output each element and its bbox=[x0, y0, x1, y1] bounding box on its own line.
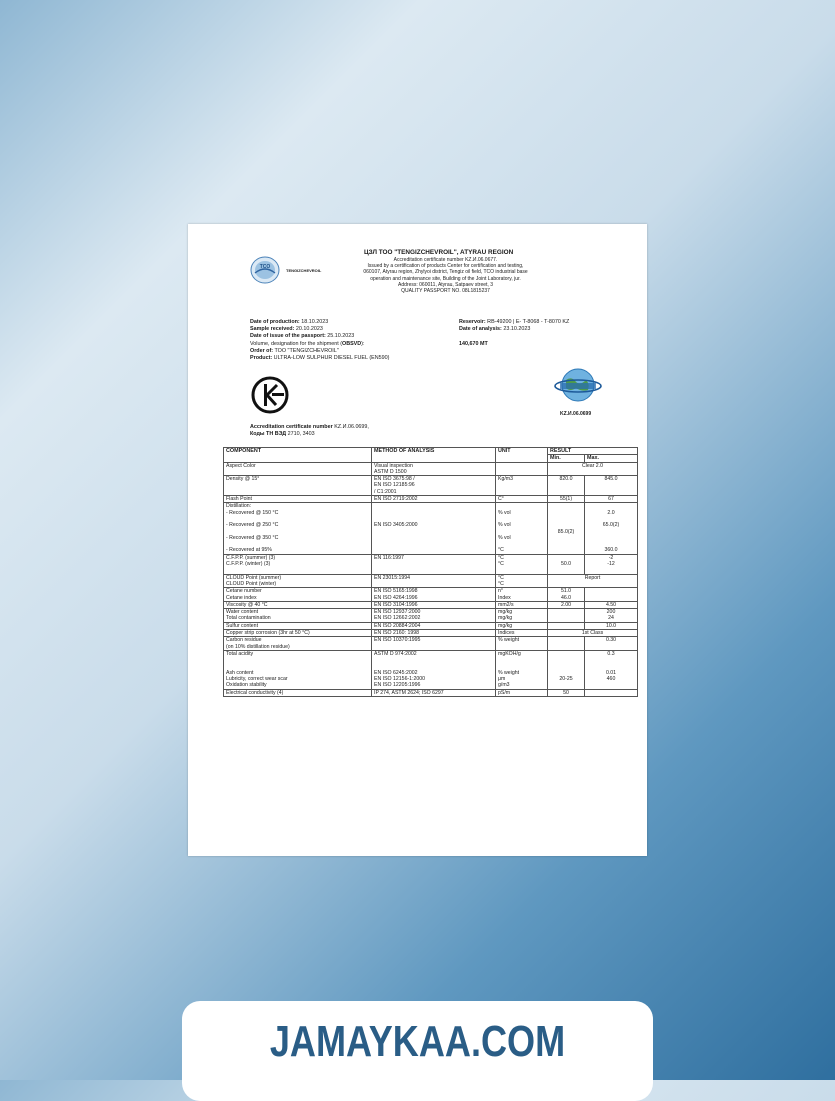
min-line bbox=[550, 623, 582, 629]
unit-line: % vol bbox=[498, 522, 511, 529]
cell-min bbox=[548, 476, 585, 496]
cell-component bbox=[224, 476, 372, 496]
cell-component bbox=[224, 503, 372, 554]
cell-unit bbox=[496, 650, 548, 689]
min-line bbox=[550, 644, 582, 650]
cell-unit bbox=[496, 503, 548, 554]
component-line: Density @ 15° bbox=[226, 476, 260, 483]
method-line: EN ISO 2160: 1998 bbox=[374, 630, 419, 637]
cell-method bbox=[372, 650, 496, 689]
method-line: ASTM D 1500 bbox=[374, 468, 407, 475]
max-line: -12 bbox=[607, 561, 615, 568]
min-line: 46.0 bbox=[560, 594, 572, 601]
left-info-block bbox=[250, 319, 389, 362]
cell-unit bbox=[496, 601, 548, 608]
cell-component bbox=[224, 588, 372, 602]
header-component: COMPONENT bbox=[224, 448, 372, 463]
method-line: EN ISO 3405:2000 bbox=[374, 522, 418, 529]
cell-unit bbox=[496, 622, 548, 629]
min-line: 50.0 bbox=[560, 561, 572, 568]
cell-method bbox=[372, 609, 496, 623]
component-line: Ash content bbox=[226, 669, 254, 676]
method-line bbox=[374, 581, 493, 587]
table-row bbox=[224, 637, 638, 651]
unit-line bbox=[498, 567, 545, 573]
max-line bbox=[587, 567, 635, 573]
method-line: EN 116:1997 bbox=[374, 554, 404, 561]
sample-label: Sample received: bbox=[250, 326, 295, 333]
cell-min bbox=[548, 601, 585, 608]
analysis-label: Date of analysis: bbox=[459, 326, 502, 333]
cell-max bbox=[585, 637, 638, 651]
unit-line: % weight bbox=[498, 669, 520, 676]
unit-line: n° bbox=[498, 588, 503, 595]
cell-method bbox=[372, 574, 496, 588]
cell-method bbox=[372, 462, 496, 476]
codes-label: Коды ТН ВЭД bbox=[250, 431, 287, 437]
method-line: IP 274, ASTM 2624; ISO 6297 bbox=[374, 689, 444, 696]
min-line: 51.0 bbox=[560, 588, 572, 595]
header-result: RESULT bbox=[548, 448, 638, 455]
unit-line: °C bbox=[498, 580, 504, 587]
unit-line: C° bbox=[498, 496, 504, 503]
product-label: Product: bbox=[250, 355, 273, 362]
header-method: METHOD OF ANALYSIS bbox=[372, 448, 496, 463]
min-line: 85.0(2) bbox=[557, 528, 575, 535]
method-line: EN ISO 12662:2002 bbox=[374, 615, 421, 622]
results-body bbox=[224, 462, 638, 696]
cell-max bbox=[585, 609, 638, 623]
cell-component bbox=[224, 462, 372, 476]
cell-max bbox=[585, 554, 638, 574]
component-line: Total acidity bbox=[226, 650, 254, 657]
unit-line bbox=[498, 463, 545, 469]
unit-line: mgKOH/g bbox=[498, 650, 521, 657]
method-line: EN ISO 12937:2000 bbox=[374, 609, 421, 616]
header-unit: UNIT bbox=[496, 448, 548, 463]
header-min: Min. bbox=[548, 455, 585, 462]
cell-unit bbox=[496, 476, 548, 496]
globe-code: KZ.И.06.0699 bbox=[560, 411, 592, 417]
max-line: 24 bbox=[608, 615, 614, 622]
codes-value: 2710, 3403 bbox=[287, 431, 315, 437]
header-lines bbox=[318, 257, 573, 294]
component-line: Flash Point bbox=[226, 496, 252, 503]
order-label: Order of: bbox=[250, 347, 274, 354]
method-line: EN 23015:1994 bbox=[374, 574, 411, 581]
cell-min bbox=[548, 503, 585, 554]
min-line: 20-25 bbox=[559, 676, 573, 683]
method-line: / C1:2001 bbox=[374, 488, 397, 495]
site-watermark-text: JAMAYKAA.COM bbox=[269, 1017, 566, 1066]
header-line: Address: 060011, Atyrau, Satpaev street, 3 bbox=[398, 281, 493, 288]
component-line: CLOUD Point (summer) bbox=[226, 574, 282, 581]
table-row bbox=[224, 503, 638, 554]
cell-min bbox=[548, 650, 585, 689]
min-line: 2.00 bbox=[560, 601, 572, 608]
max-line bbox=[587, 595, 635, 601]
quality-passport-document bbox=[188, 224, 647, 856]
component-line: - Recovered @ 150 °C bbox=[226, 509, 279, 516]
unit-line: % vol bbox=[498, 534, 511, 541]
cell-method bbox=[372, 554, 496, 574]
max-line: 67 bbox=[608, 496, 614, 503]
max-line: 200 bbox=[606, 609, 616, 616]
table-row bbox=[224, 630, 638, 637]
method-line: EN ISO 2719:2002 bbox=[374, 496, 418, 503]
cell-component bbox=[224, 650, 372, 689]
max-line: 360.0 bbox=[604, 547, 618, 554]
cell-component bbox=[224, 609, 372, 623]
analysis-date: 23.10.2023 bbox=[503, 326, 531, 333]
min-line bbox=[550, 567, 582, 573]
cell-unit bbox=[496, 588, 548, 602]
component-line: Electrical conductivity (4) bbox=[226, 689, 284, 696]
component-line: Copper strip corrosion (3hr at 50 °C) bbox=[226, 630, 310, 637]
cell-component bbox=[224, 554, 372, 574]
component-line: C.F.P.P. (summer) (3) bbox=[226, 554, 276, 561]
method-line: EN ISO 20884:2004 bbox=[374, 622, 421, 629]
component-line: Water content bbox=[226, 609, 259, 616]
max-line: 10.0 bbox=[605, 622, 617, 629]
component-line: Distillation: bbox=[226, 503, 252, 510]
table-row bbox=[224, 588, 638, 602]
kt-certification-mark-icon bbox=[250, 374, 290, 416]
table-row bbox=[224, 462, 638, 476]
component-line: Aspect Color bbox=[226, 462, 256, 469]
component-line: Oxidation stability bbox=[226, 682, 267, 689]
cell-method bbox=[372, 689, 496, 696]
table-row bbox=[224, 476, 638, 496]
method-line: EN ISO 6245:2002 bbox=[374, 669, 418, 676]
cell-max bbox=[585, 588, 638, 602]
unit-line: °C bbox=[498, 554, 504, 561]
unit-line: °C bbox=[498, 574, 504, 581]
component-line: Cetane index bbox=[226, 594, 257, 601]
globe-accreditation-icon bbox=[554, 366, 602, 404]
cell-max bbox=[585, 622, 638, 629]
component-line: (on 10% distillation residue) bbox=[226, 643, 290, 650]
unit-line: Indices bbox=[498, 630, 515, 637]
cell-merged-result bbox=[548, 574, 638, 588]
component-line: Carbon residue bbox=[226, 637, 262, 644]
header-line: 060107, Atyrau region, Zhylyoi district, Tengiz oil field, TCO industrial base bbox=[363, 269, 528, 276]
unit-line: g/m3 bbox=[498, 682, 510, 689]
unit-line: Index bbox=[498, 594, 511, 601]
cell-method bbox=[372, 476, 496, 496]
cell-unit bbox=[496, 554, 548, 574]
max-line: 0.3 bbox=[607, 650, 615, 657]
max-line: 0.01 bbox=[605, 669, 617, 676]
table-row bbox=[224, 622, 638, 629]
cell-max bbox=[585, 496, 638, 503]
method-line: EN ISO 12156-1:2000 bbox=[374, 676, 426, 683]
cell-method bbox=[372, 630, 496, 637]
cell-unit bbox=[496, 496, 548, 503]
method-line: EN ISO 10370:1995 bbox=[374, 637, 421, 644]
table-row bbox=[224, 601, 638, 608]
min-line: 820.0 bbox=[559, 476, 573, 483]
unit-line: % vol bbox=[498, 509, 511, 516]
component-line: - Recovered @ 350 °C bbox=[226, 534, 279, 541]
max-line bbox=[587, 644, 635, 650]
component-line: CLOUD Point (winter) bbox=[226, 580, 277, 587]
cell-min bbox=[548, 554, 585, 574]
accreditation-block bbox=[250, 424, 369, 438]
component-line: Cetane number bbox=[226, 588, 262, 595]
accreditation-value: KZ.И.06.0699, bbox=[334, 424, 369, 430]
max-line: 2.0 bbox=[607, 509, 615, 516]
component-line: Lubricity, correct wear scar bbox=[226, 676, 288, 683]
min-line bbox=[550, 547, 582, 553]
results-table bbox=[223, 447, 638, 697]
document-title: ЦЗЛ ТОО "TENGIZCHEVROIL", ATYRAU REGION bbox=[364, 249, 514, 256]
method-line bbox=[374, 547, 493, 553]
cell-component bbox=[224, 630, 372, 637]
unit-line: pS/m bbox=[498, 689, 511, 696]
cell-component bbox=[224, 689, 372, 696]
merged-result: 1st Class bbox=[581, 630, 604, 637]
svg-text:TCO: TCO bbox=[259, 264, 271, 270]
tco-logo-text: TENGIZCHEVROIL bbox=[286, 268, 322, 273]
header-line: operation and maintenance site, Building of the Joint Laboratory, jur. bbox=[370, 275, 521, 282]
method-line bbox=[374, 567, 493, 573]
cell-max bbox=[585, 476, 638, 496]
component-line bbox=[226, 567, 369, 573]
production-label: Date of production: bbox=[250, 319, 300, 325]
reservoir-label: Reservoir: bbox=[459, 319, 486, 325]
cell-max bbox=[585, 689, 638, 696]
cell-merged-result bbox=[548, 462, 638, 476]
min-line: 50 bbox=[563, 689, 569, 696]
sample-date: 20.10.2023 bbox=[295, 326, 323, 333]
cell-min bbox=[548, 609, 585, 623]
header-line: Issued by a certification of products Center for certification and testing, bbox=[367, 263, 524, 270]
header-line: Accreditation certificate number KZ.И.06.0677. bbox=[393, 257, 498, 263]
max-line bbox=[587, 682, 635, 688]
cell-method bbox=[372, 601, 496, 608]
header-max: Max. bbox=[585, 455, 638, 462]
volume-bold: OBSVD bbox=[342, 340, 362, 347]
unit-line: μm bbox=[498, 676, 506, 683]
table-row bbox=[224, 496, 638, 503]
table-row bbox=[224, 650, 638, 689]
tco-logo-icon bbox=[250, 256, 280, 284]
unit-line: mm2/s bbox=[498, 601, 514, 608]
max-line: 65.0(2) bbox=[602, 522, 620, 529]
table-row bbox=[224, 574, 638, 588]
merged-result: Clear 2.0 bbox=[581, 462, 604, 469]
method-line: ASTM D 974:2002 bbox=[374, 650, 417, 657]
table-row bbox=[224, 609, 638, 623]
product-value: ULTRA-LOW SULPHUR DIESEL FUEL (EN590) bbox=[273, 355, 390, 362]
method-line: EN ISO 12185:96 bbox=[374, 482, 415, 489]
max-line: 845.0 bbox=[604, 476, 618, 483]
cell-component bbox=[224, 622, 372, 629]
component-line: - Recovered @ 250 °C bbox=[226, 522, 279, 529]
unit-line: mg/kg bbox=[498, 615, 513, 622]
accreditation-label: Accreditation certificate number bbox=[250, 424, 333, 430]
min-line: 55(1) bbox=[559, 496, 573, 503]
volume-end: ): bbox=[361, 340, 365, 347]
method-line: Visual inspection bbox=[374, 462, 413, 469]
cell-min bbox=[548, 496, 585, 503]
component-line: - Recovered at 95% bbox=[226, 547, 272, 554]
min-line bbox=[550, 682, 582, 688]
cell-max bbox=[585, 503, 638, 554]
unit-line: % weight bbox=[498, 637, 520, 644]
component-line: Total contamination bbox=[226, 615, 271, 622]
cell-merged-result bbox=[548, 630, 638, 637]
cell-component bbox=[224, 637, 372, 651]
cell-component bbox=[224, 496, 372, 503]
method-line: EN ISO 12205:1996 bbox=[374, 682, 421, 689]
method-line: EN ISO 5165:1998 bbox=[374, 588, 418, 595]
cell-max bbox=[585, 650, 638, 689]
method-line: EN ISO 4264:1996 bbox=[374, 594, 418, 601]
cell-method bbox=[372, 496, 496, 503]
cell-unit bbox=[496, 609, 548, 623]
cell-max bbox=[585, 601, 638, 608]
unit-line: °C bbox=[498, 561, 504, 568]
cell-component bbox=[224, 601, 372, 608]
unit-line bbox=[498, 644, 545, 650]
component-line: C.F.P.P. (winter) (3) bbox=[226, 561, 271, 568]
issue-date: 25.10.2023 bbox=[327, 333, 355, 340]
cell-unit bbox=[496, 689, 548, 696]
watermark-banner bbox=[182, 1001, 653, 1101]
cell-min bbox=[548, 622, 585, 629]
method-line: EN ISO 3104:1996 bbox=[374, 601, 418, 608]
cell-method bbox=[372, 588, 496, 602]
method-line: EN ISO 3675:98 / bbox=[374, 476, 415, 483]
cell-component bbox=[224, 574, 372, 588]
component-line: Viscosity @ 40 °C bbox=[226, 601, 268, 608]
cell-method bbox=[372, 637, 496, 651]
volume-value: 140,670 MT bbox=[459, 341, 488, 347]
unit-line: mg/kg bbox=[498, 609, 513, 616]
cell-unit bbox=[496, 637, 548, 651]
component-line: Sulfur content bbox=[226, 622, 259, 629]
header-line: QUALITY PASSPORT NO. 08L1815237 bbox=[401, 288, 490, 295]
cell-unit bbox=[496, 462, 548, 476]
max-line: 4.50 bbox=[605, 601, 617, 608]
merged-result: Report bbox=[584, 574, 601, 581]
cell-method bbox=[372, 503, 496, 554]
max-line: 460 bbox=[606, 676, 616, 683]
min-line bbox=[550, 615, 582, 621]
volume-label: Volume, designation for the shipment ( bbox=[250, 340, 342, 347]
max-line: -2 bbox=[608, 554, 614, 561]
reservoir-value: RB-49200 | E- T-8068 - T-8070 KZ bbox=[487, 319, 570, 325]
issue-label: Date of issue of the passport: bbox=[250, 333, 326, 340]
method-line bbox=[374, 644, 493, 650]
cell-unit bbox=[496, 630, 548, 637]
cell-unit bbox=[496, 574, 548, 588]
cell-min bbox=[548, 689, 585, 696]
cell-method bbox=[372, 622, 496, 629]
order-value: TOO "TENGIZCHEVROIL" bbox=[274, 347, 339, 354]
cell-min bbox=[548, 588, 585, 602]
right-info-block bbox=[459, 319, 569, 333]
unit-line: mg/kg bbox=[498, 622, 513, 629]
unit-line: °C bbox=[498, 547, 504, 554]
table-row bbox=[224, 554, 638, 574]
max-line: 0.30 bbox=[605, 637, 617, 644]
table-row bbox=[224, 689, 638, 696]
max-line bbox=[587, 690, 635, 696]
unit-line: Kg/m3 bbox=[498, 476, 513, 483]
production-date: 18.10.2023 bbox=[301, 319, 329, 325]
cell-min bbox=[548, 637, 585, 651]
